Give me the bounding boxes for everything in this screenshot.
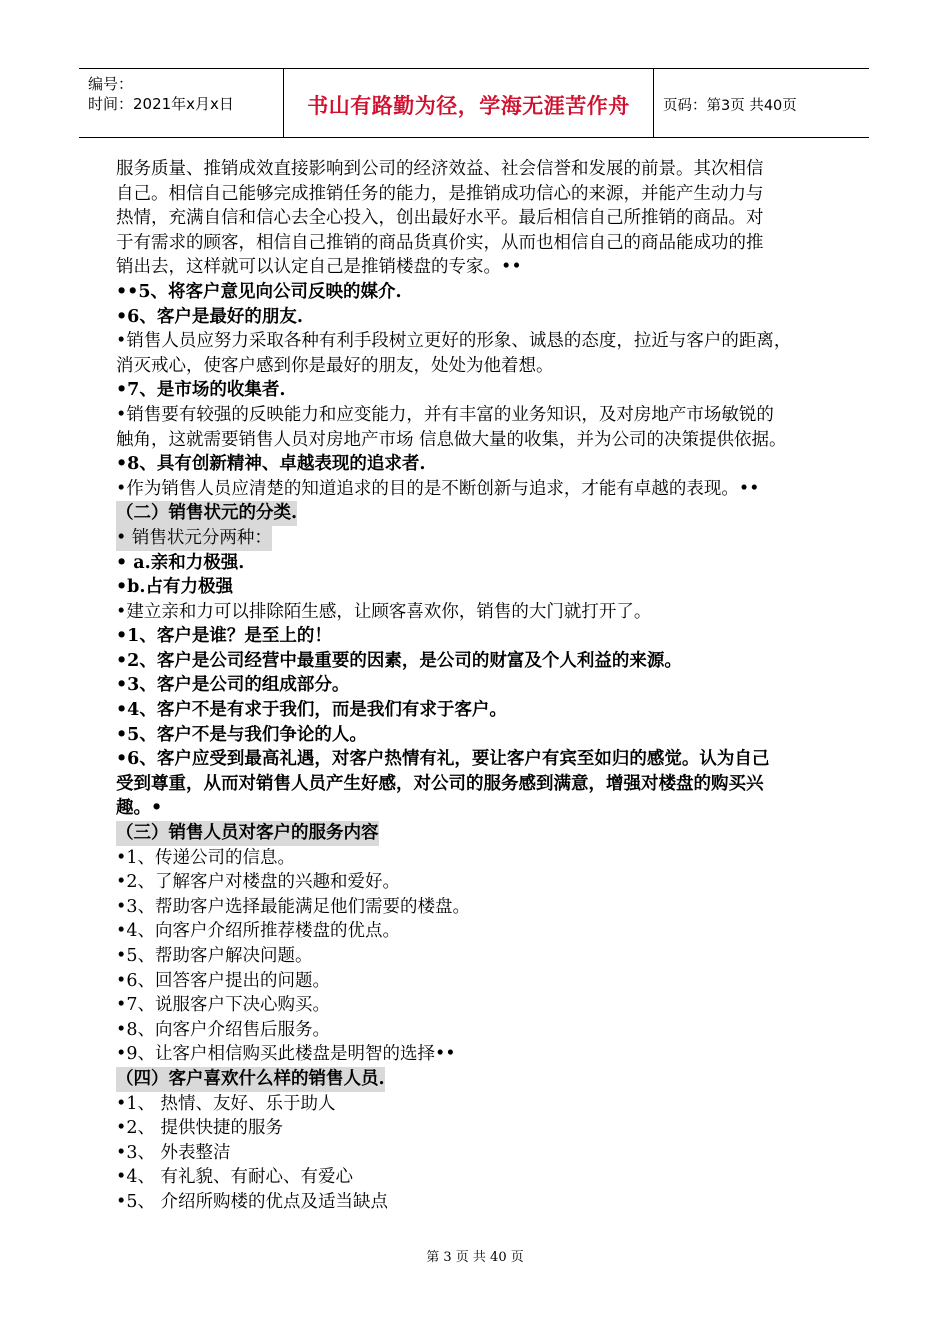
line-text: •4、向客户介绍所推荐楼盘的优点。: [116, 921, 400, 942]
text-line: [116, 575, 851, 600]
line-text: 触角，这就需要销售人员对房地产市场 信息做大量的收集，并为公司的决策提供依据。: [116, 429, 787, 450]
line-text: •1、传递公司的信息。: [116, 847, 295, 868]
text-line: [116, 551, 851, 576]
line-text: 热情，充满自信和信心去全心投入，创出最好水平。最后相信自己所推销的商品。对: [116, 208, 764, 229]
line-text: （二）销售状元的分类.: [116, 501, 297, 526]
line-text: •销售人员应努力采取各种有利手段树立更好的形象、诚恳的态度，拉近与客户的距离，: [116, 331, 792, 352]
line-text: •3、帮助客户选择最能满足他们需要的楼盘。: [116, 896, 470, 917]
text-line: [116, 846, 851, 871]
text-line: [116, 206, 851, 231]
text-line: [116, 796, 851, 821]
number-label: 编号：: [88, 75, 134, 93]
section-heading: [116, 821, 851, 846]
text-line: [116, 1116, 851, 1141]
text-line: [116, 870, 851, 895]
line-text: 销出去，这样就可以认定自己是推销楼盘的专家。••: [116, 257, 522, 278]
line-text: 趣。•: [116, 798, 163, 819]
line-text: •6、客户应受到最高礼遇，对客户热情有礼，要让客户有宾至如归的感觉。认为自己: [116, 749, 770, 770]
text-line: [116, 305, 851, 330]
line-text: •3、客户是公司的组成部分。: [116, 675, 350, 696]
line-text: •1、 热情、友好、乐于助人: [116, 1093, 336, 1114]
line-text: •5、 介绍所购楼的优点及适当缺点: [116, 1191, 389, 1212]
text-line: [116, 969, 851, 994]
text-line: [116, 1141, 851, 1166]
line-text: •1、客户是谁？是至上的！: [116, 626, 332, 647]
text-line: [116, 1042, 851, 1067]
line-text: •4、客户不是有求于我们，而是我们有求于客户。: [116, 700, 507, 721]
text-line: [116, 329, 851, 354]
line-text: • 销售状元分两种：: [116, 526, 272, 551]
text-line: [116, 1190, 851, 1215]
text-line: [116, 403, 851, 428]
line-text: •8、向客户介绍售后服务。: [116, 1019, 330, 1040]
line-text: •5、客户不是与我们争论的人。: [116, 724, 367, 745]
line-text: •9、让客户相信购买此楼盘是明智的选择••: [116, 1044, 456, 1065]
text-line: [116, 944, 851, 969]
text-line: [116, 747, 851, 772]
line-text: 消灭戒心，使客户感到你是最好的朋友，处处为他着想。: [116, 355, 554, 376]
line-text: •b.占有力极强: [116, 577, 234, 598]
header-page-label: 页码：第3页 共40页: [663, 97, 797, 114]
line-text: （三）销售人员对客户的服务内容: [116, 821, 379, 846]
line-text: 于有需求的顾客，相信自己推销的商品货真价实，从而也相信自己的商品能成功的推: [116, 232, 764, 253]
line-text: •2、客户是公司经营中最重要的因素，是公司的财富及个人利益的来源。: [116, 650, 682, 671]
text-line: [116, 526, 851, 551]
text-line: [116, 182, 851, 207]
text-line: [116, 378, 851, 403]
section-heading: [116, 501, 851, 526]
section-heading: [116, 1067, 851, 1092]
header-slogan: 书山有路勤为径，学海无涯苦作舟: [284, 69, 654, 137]
text-line: [116, 673, 851, 698]
line-text: •2、了解客户对楼盘的兴趣和爱好。: [116, 872, 400, 893]
line-text: •5、帮助客户解决问题。: [116, 946, 313, 966]
line-text: •4、 有礼貌、有耐心、有爱心: [116, 1167, 354, 1188]
line-text: • a.亲和力极强.: [116, 552, 245, 573]
text-line: [116, 1092, 851, 1117]
text-line: [116, 895, 851, 920]
line-text: •2、 提供快捷的服务: [116, 1118, 284, 1139]
line-text: （四）客户喜欢什么样的销售人员.: [116, 1067, 385, 1092]
time-label: 时间：2021年x月x日: [88, 95, 234, 113]
header-meta: [79, 69, 284, 137]
text-line: [116, 280, 851, 305]
text-line: [116, 255, 851, 280]
page-header: [79, 68, 869, 138]
line-text: •7、说服客户下决心购买。: [116, 995, 330, 1016]
line-text: 受到尊重，从而对销售人员产生好感，对公司的服务感到满意，增强对楼盘的购买兴: [116, 773, 764, 794]
text-line: [116, 600, 851, 625]
line-text: •作为销售人员应清楚的知道追求的目的是不断创新与追求，才能有卓越的表现。••: [116, 478, 760, 499]
text-line: [116, 698, 851, 723]
text-line: [116, 452, 851, 477]
line-text: 自己。相信自己能够完成推销任务的能力，是推销成功信心的来源，并能产生动力与: [116, 183, 764, 204]
line-text: •6、客户是最好的朋友.: [116, 306, 303, 327]
line-text: •6、回答客户提出的问题。: [116, 970, 330, 991]
text-line: [116, 1165, 851, 1190]
line-text: •销售要有较强的反映能力和应变能力，并有丰富的业务知识，及对房地产市场敏锐的: [116, 404, 774, 425]
text-line: [116, 231, 851, 256]
line-text: •3、 外表整洁: [116, 1142, 231, 1163]
line-text: 服务质量、推销成效直接影响到公司的经济效益、社会信誉和发展的前景。其次相信: [116, 159, 764, 179]
line-text: ••5、将客户意见向公司反映的媒介.: [116, 281, 402, 302]
text-line: [116, 919, 851, 944]
text-line: [116, 772, 851, 797]
line-text: •8、具有创新精神、卓越表现的追求者.: [116, 454, 426, 475]
page-footer: 第 3 页 共 40 页: [426, 1250, 524, 1265]
text-line: [116, 723, 851, 748]
text-line: [116, 993, 851, 1018]
text-line: [116, 477, 851, 502]
text-line: [116, 428, 851, 453]
document-body: [116, 157, 851, 1215]
text-line: [116, 624, 851, 649]
line-text: •7、是市场的收集者.: [116, 380, 286, 401]
line-text: •建立亲和力可以排除陌生感，让顾客喜欢你，销售的大门就打开了。: [116, 601, 652, 622]
text-line: [116, 354, 851, 379]
text-line: [116, 1018, 851, 1043]
text-line: [116, 649, 851, 674]
text-line: [116, 157, 851, 182]
